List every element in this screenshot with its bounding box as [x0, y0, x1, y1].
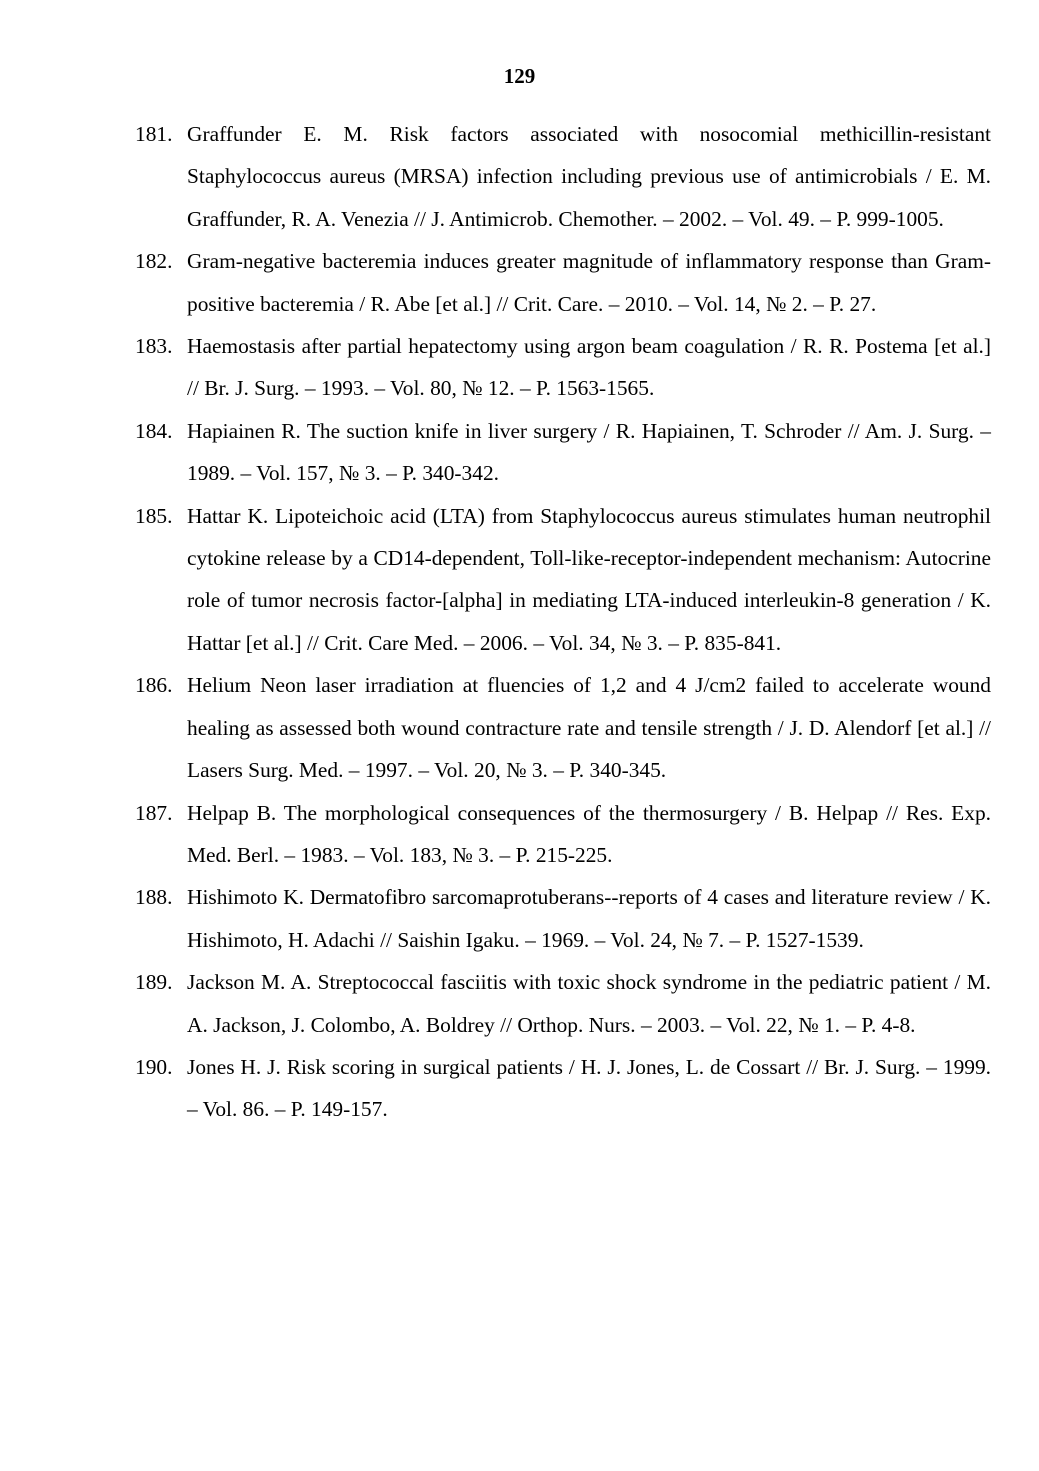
reference-number: 189. [135, 970, 173, 995]
reference-text: Jones H. J. Risk scoring in surgical patients / H. J. Jones, L. de Cossart // Br. J. Surg. – 1999. – Vol. 86. – P. 149-157. [187, 1054, 991, 1122]
reference-item [0, 240, 1039, 325]
reference-number: 187. [135, 800, 173, 825]
reference-text: Haemostasis after partial hepatectomy using argon beam coagulation / R. R. Postema [et al.] // Br. J. Surg. – 1993. – Vol. 80, № 12. – P. 1563-1565. [187, 334, 991, 401]
reference-item [0, 325, 1039, 410]
reference-number: 181. [135, 122, 173, 146]
reference-number: 183. [135, 334, 173, 359]
reference-item [0, 961, 1039, 1046]
reference-text: Hattar K. Lipoteichoic acid (LTA) from Staphylococcus aureus stimulates human neutrophil cytokine release by a CD14-dependent, Toll-like-receptor-independent mechanism: Autocrine role of tumor necrosis factor-[alpha] in mediating LTA-induced interleukin-8 generation / K. Hattar [et al.] // Crit. Care Med. – 2006. – Vol. 34, № 3. – P. 835-841. [187, 503, 991, 655]
reference-number: 182. [135, 249, 173, 274]
reference-list [0, 113, 1039, 1131]
reference-text: Gram-negative bacteremia induces greater magnitude of inflammatory response than Gram-positive bacteremia / R. Abe [et al.] // Crit. Care. – 2010. – Vol. 14, № 2. – P. 27. [187, 249, 991, 316]
reference-item [0, 876, 1039, 961]
reference-item [0, 792, 1039, 877]
reference-number: 186. [135, 673, 173, 698]
reference-item [0, 495, 1039, 665]
reference-item [0, 410, 1039, 495]
reference-number: 188. [135, 885, 173, 910]
reference-text: Helpap B. The morphological consequences of the thermosurgery / B. Helpap // Res. Exp. Med. Berl. – 1983. – Vol. 183, № 3. – P. 215-225. [187, 800, 991, 867]
reference-item [0, 113, 1039, 240]
reference-number: 190. [135, 1054, 173, 1079]
reference-item [0, 1046, 1039, 1131]
reference-text: Hishimoto K. Dermatofibro sarcomaprotuberans--reports of 4 cases and literature review / K. Hishimoto, H. Adachi // Saishin Igaku. – 1969. – Vol. 24, № 7. – P. 1527-1539. [187, 885, 991, 952]
reference-text: Helium Neon laser irradiation at fluencies of 1,2 and 4 J/cm2 failed to accelerate wound healing as assessed both wound contracture rate and tensile strength / J. D. Alendorf [et al.] // Lasers Surg. Med. – 1997. – Vol. 20, № 3. – P. 340-345. [187, 673, 991, 783]
page-number: 129 [503, 64, 536, 88]
reference-text: Jackson M. A. Streptococcal fasciitis with toxic shock syndrome in the pediatric patient / M. A. Jackson, J. Colombo, A. Boldrey // Orthop. Nurs. – 2003. – Vol. 22, № 1. – P. 4-8. [187, 970, 991, 1037]
reference-text: Graffunder E. M. Risk factors associated with nosocomial methicillin-resistant Staphylococcus aureus (MRSA) infection including previous use of antimicrobials / E. M. Graffunder, R. A. Venezia // J. Antimicrob. Chemother. – 2002. – Vol. 49. – P. 999-1005. [187, 122, 991, 231]
reference-text: Hapiainen R. The suction knife in liver surgery / R. Hapiainen, T. Schroder // Am. J. Surg. – 1989. – Vol. 157, № 3. – P. 340-342. [187, 418, 991, 486]
reference-number: 185. [135, 503, 173, 528]
reference-number: 184. [135, 418, 173, 443]
reference-item [0, 664, 1039, 791]
